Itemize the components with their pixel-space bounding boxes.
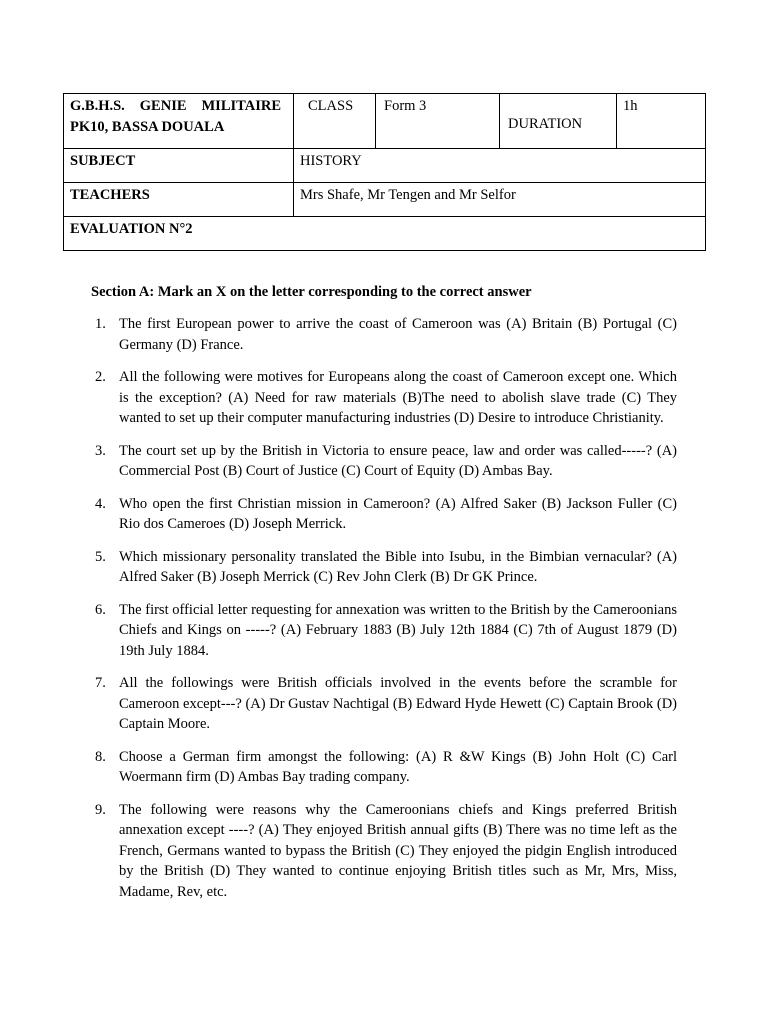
question-item — [91, 600, 677, 662]
question-item — [91, 441, 677, 482]
question-item — [91, 494, 677, 535]
question-number: 4. — [95, 495, 106, 512]
question-item — [91, 800, 677, 903]
question-text: The following were reasons why the Cameroonians chiefs and Kings preferred British annexation except ----? (A) They enjoyed British annual gifts (B) There was no time left as the French, Germans wanted to bypass the British (C) They enjoyed the pidgin English introduced by the British (D) They wanted to continue enjoying British titles such as Mr, Mrs, Miss, Madame, Rev, etc. — [119, 801, 677, 900]
question-number: 6. — [95, 601, 106, 618]
question-text: The first official letter requesting for annexation was written to the British by the Cameroonians Chiefs and Kings on -----? (A) February 1883 (B) July 12th 1884 (C) 7th of August 1879 (D) 19th July 1884. — [119, 601, 677, 659]
exam-header-table — [63, 93, 706, 251]
school-name-cell — [64, 94, 294, 149]
school-name-line1: G.B.H.S. GENIE MILITAIRE — [70, 98, 281, 114]
teachers-label: TEACHERS — [64, 183, 294, 217]
question-text: Which missionary personality translated the Bible into Isubu, in the Bimbian vernacular? (A) Alfred Saker (B) Joseph Merrick (C) Rev John Clerk (B) Dr GK Prince. — [119, 548, 677, 585]
question-number: 1. — [95, 316, 106, 332]
class-label: CLASS — [294, 94, 376, 149]
duration-value: 1h — [617, 94, 706, 149]
question-number: 9. — [95, 801, 106, 818]
question-text: The first European power to arrive the coast of Cameroon was (A) Britain (B) Portugal (C) Germany (D) France. — [119, 316, 677, 353]
question-item — [91, 747, 677, 788]
question-text: All the following were motives for Europeans along the coast of Cameroon except one. Which is the exception? (A) Need for raw materials (B)The need to abolish slave trade (C) They wanted to set up their computer manufacturing industries (D) Desire to introduce Christianity. — [119, 369, 677, 426]
subject-label: SUBJECT — [64, 149, 294, 183]
question-number: 8. — [95, 748, 106, 765]
question-item — [91, 314, 677, 355]
question-list — [91, 314, 677, 914]
question-number: 7. — [95, 675, 106, 691]
duration-label: DURATION — [500, 94, 617, 149]
question-item — [91, 673, 677, 735]
subject-value: HISTORY — [294, 149, 706, 183]
question-item — [91, 547, 677, 588]
evaluation-title: EVALUATION N°2 — [64, 217, 706, 251]
question-text: Choose a German firm amongst the following: (A) R &W Kings (B) John Holt (C) Carl Woermann firm (D) Ambas Bay trading company. — [119, 748, 677, 785]
question-item — [91, 367, 677, 429]
question-text: All the followings were British officials involved in the events before the scramble for Cameroon except---? (A) Dr Gustav Nachtigal (B) Edward Hyde Hewett (C) Captain Brook (D) Captain Moore. — [119, 675, 677, 732]
question-number: 2. — [95, 369, 106, 385]
school-name-line2: PK10, BASSA DOUALA — [70, 119, 225, 135]
question-text: The court set up by the British in Victoria to ensure peace, law and order was called-----? (A) Commercial Post (B) Court of Justice (C) Court of Equity (D) Ambas Bay. — [119, 442, 677, 479]
question-text: Who open the first Christian mission in Cameroon? (A) Alfred Saker (B) Jackson Fuller (C) Rio dos Cameroes (D) Joseph Merrick. — [119, 495, 677, 532]
class-value: Form 3 — [376, 94, 500, 149]
question-number: 5. — [95, 548, 106, 565]
teachers-value: Mrs Shafe, Mr Tengen and Mr Selfor — [294, 183, 706, 217]
section-a-title: Section A: Mark an X on the letter corresponding to the correct answer — [91, 284, 532, 300]
question-number: 3. — [95, 442, 106, 459]
